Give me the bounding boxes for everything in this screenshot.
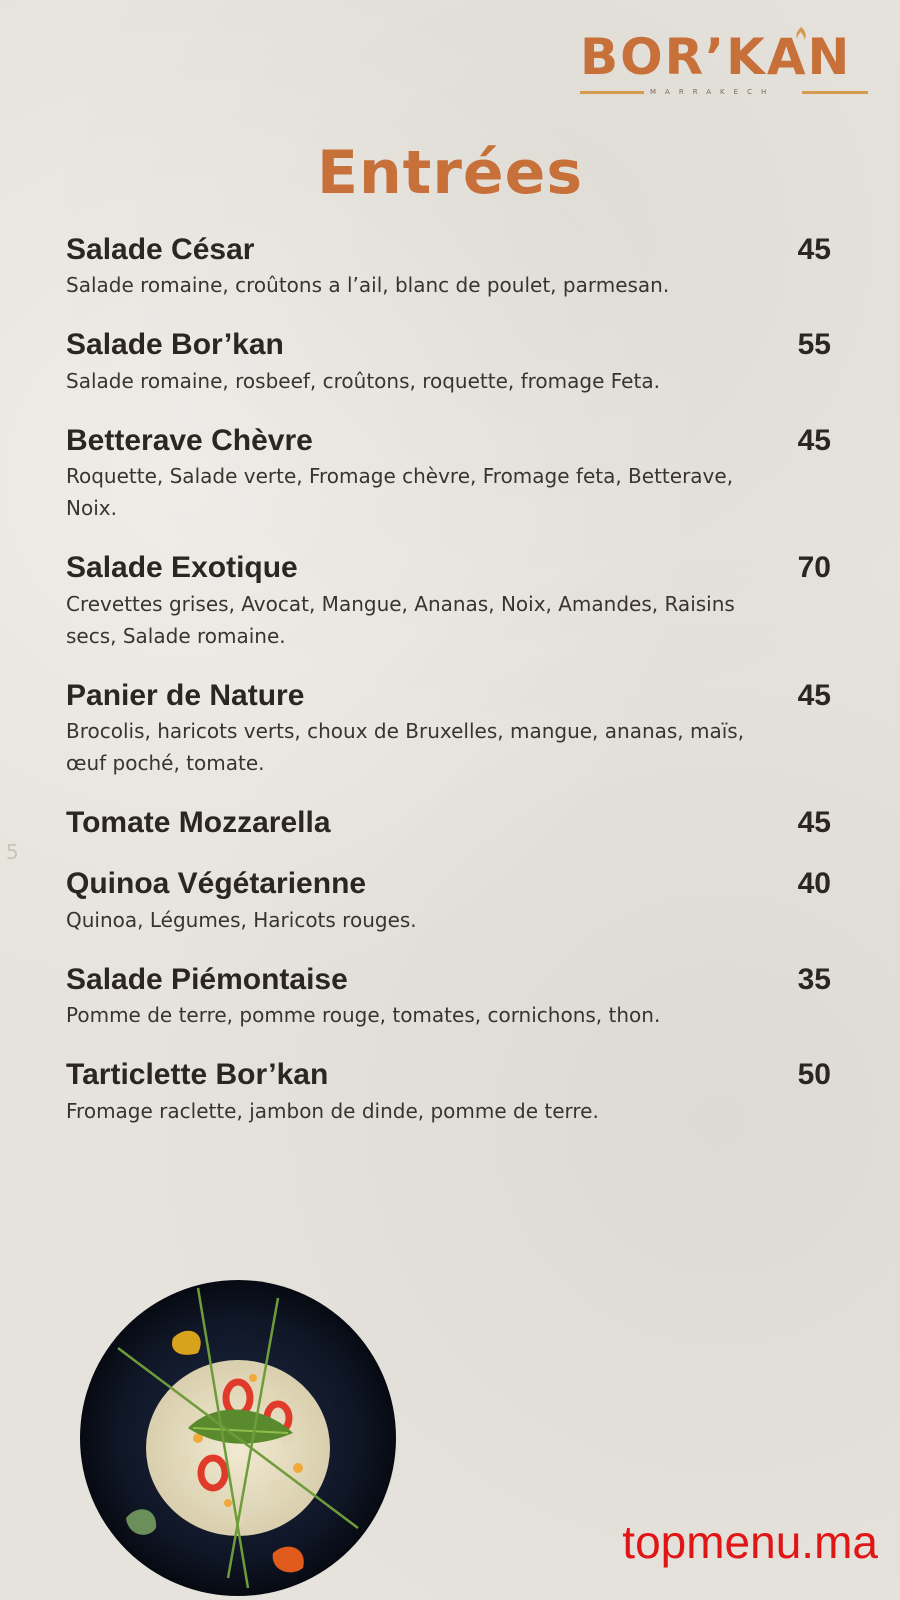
item-price: 45 (797, 805, 831, 839)
flame-icon (790, 26, 812, 46)
item-name: Salade Exotique (66, 551, 298, 585)
item-name: Salade César (66, 233, 255, 266)
item-price: 70 (797, 551, 831, 585)
item-price: 50 (797, 1058, 831, 1092)
item-name: Quinoa Végétarienne (66, 867, 367, 901)
brand-name: BOR’KAN (580, 28, 852, 86)
menu-item (66, 423, 831, 524)
menu-item (66, 232, 831, 301)
watermark: topmenu.ma (622, 1516, 878, 1568)
item-price: 45 (797, 678, 831, 712)
page-marker: 5 (6, 840, 19, 864)
menu-item (66, 678, 831, 779)
item-name: Tomate Mozzarella (66, 805, 331, 839)
menu-items (66, 232, 831, 1153)
logo-rule-right (802, 91, 868, 94)
item-name: Salade Piémontaise (66, 962, 348, 996)
menu-item (66, 327, 831, 396)
menu-item (66, 866, 831, 935)
logo-rule-left (580, 91, 644, 94)
item-description: Salade romaine, croûtons a l’ail, blanc de poulet, parmesan. (66, 273, 670, 298)
item-name: Betterave Chèvre (66, 423, 313, 457)
menu-item (66, 550, 831, 651)
brand-logo (580, 30, 870, 100)
menu-item (66, 805, 831, 840)
item-description: Salade romaine, rosbeef, croûtons, roquette, fromage Feta. (66, 368, 660, 393)
item-price: 40 (797, 867, 831, 901)
item-price: 45 (797, 423, 831, 457)
item-name: Tarticlette Bor’kan (66, 1058, 329, 1092)
item-description: Brocolis, haricots verts, choux de Bruxelles, mangue, ananas, maïs, œuf poché, tomate. (66, 718, 745, 775)
item-description: Fromage raclette, jambon de dinde, pomme de terre. (66, 1098, 599, 1123)
salad-plate-image (78, 1278, 398, 1598)
menu-item (66, 962, 831, 1031)
item-price: 45 (797, 233, 831, 266)
section-title: Entrées (316, 138, 584, 208)
item-description: Pomme de terre, pomme rouge, tomates, cornichons, thon. (66, 1003, 661, 1028)
item-name: Panier de Nature (66, 678, 305, 712)
item-price: 55 (797, 328, 831, 362)
item-description: Crevettes grises, Avocat, Mangue, Ananas, Noix, Amandes, Raisins secs, Salade romaine. (66, 591, 735, 648)
menu-item (66, 1057, 831, 1126)
item-name: Salade Bor’kan (66, 328, 284, 362)
item-description: Roquette, Salade verte, Fromage chèvre, Fromage feta, Betterave, Noix. (66, 464, 734, 521)
item-description: Quinoa, Légumes, Haricots rouges. (66, 907, 417, 932)
brand-city: MARRAKECH (650, 88, 776, 96)
item-price: 35 (797, 962, 831, 996)
